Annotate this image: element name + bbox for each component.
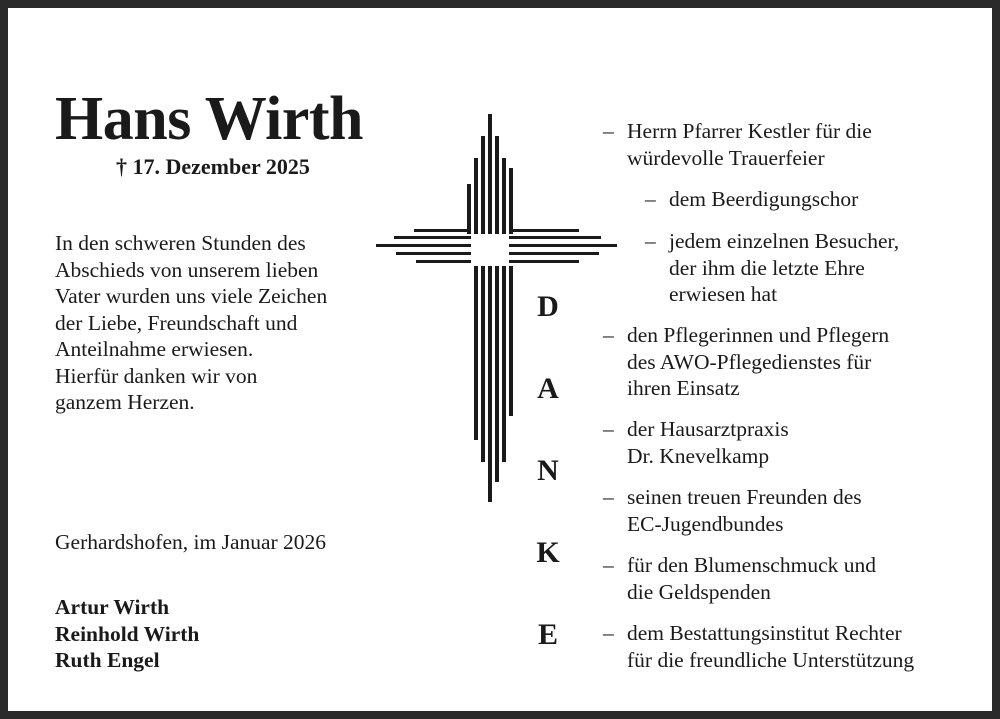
dash: – [645, 187, 656, 211]
item-line: ihren Einsatz [627, 376, 740, 400]
intro-line: Abschieds von unserem lieben [55, 257, 319, 282]
item-line: Dr. Knevelkamp [627, 443, 770, 468]
dash: – [603, 621, 614, 645]
list-item [603, 118, 872, 171]
obituary-card [8, 8, 992, 711]
deceased-name: Hans Wirth [55, 85, 363, 153]
item-line: dem Bestattungsinstitut Rechter [627, 621, 902, 645]
list-item [603, 484, 862, 537]
intro-line: Anteilnahme erwiesen. [55, 337, 254, 361]
dash: – [645, 229, 656, 253]
list-item [645, 228, 899, 308]
item-line: jedem einzelnen Besucher, [669, 229, 900, 253]
dash: – [603, 119, 614, 143]
dash: – [603, 553, 614, 577]
item-line: der ihm die letzte Ehre [669, 255, 865, 280]
item-line: den Pflegerinnen und Pflegern [627, 323, 890, 347]
list-item [603, 552, 876, 605]
signer-name: Ruth Engel [55, 648, 160, 672]
item-line: der Hausarztpraxis [627, 417, 789, 441]
signer-name: Artur Wirth [55, 595, 170, 619]
item-line: für die freundliche Unterstützung [627, 647, 915, 672]
item-line: die Geldspenden [627, 579, 771, 604]
dash: – [603, 323, 614, 347]
danke-letter: N [537, 454, 559, 487]
danke-letter: D [537, 290, 559, 323]
intro-line: Vater wurden uns viele Zeichen [55, 284, 328, 308]
list-item [603, 322, 889, 402]
intro-line: der Liebe, Freundschaft und [55, 310, 298, 335]
item-line: seinen treuen Freunden des [627, 485, 862, 509]
dash: – [603, 417, 614, 441]
danke-letter: K [536, 536, 560, 569]
item-line: des AWO-Pflegedienstes für [627, 349, 872, 374]
death-date: † 17. Dezember 2025 [116, 154, 310, 179]
dash: – [603, 485, 614, 509]
intro-line: Hierfür danken wir von [55, 363, 258, 388]
item-line: würdevolle Trauerfeier [627, 145, 825, 170]
item-line: EC-Jugendbundes [627, 511, 784, 536]
item-line: dem Beerdigungschor [669, 187, 859, 211]
list-item [603, 620, 914, 673]
list-item [645, 186, 858, 213]
danke-letter: A [537, 372, 559, 405]
item-line: erwiesen hat [669, 282, 778, 306]
intro-line: In den schweren Stunden des [55, 231, 306, 255]
signer-name: Reinhold Wirth [55, 621, 200, 646]
place-date: Gerhardshofen, im Januar 2026 [55, 530, 327, 554]
danke-letter: E [537, 618, 558, 651]
list-item [603, 416, 789, 469]
item-line: Herrn Pfarrer Kestler für die [627, 119, 872, 143]
intro-line: ganzem Herzen. [55, 390, 195, 414]
item-line: für den Blumenschmuck und [627, 553, 876, 577]
